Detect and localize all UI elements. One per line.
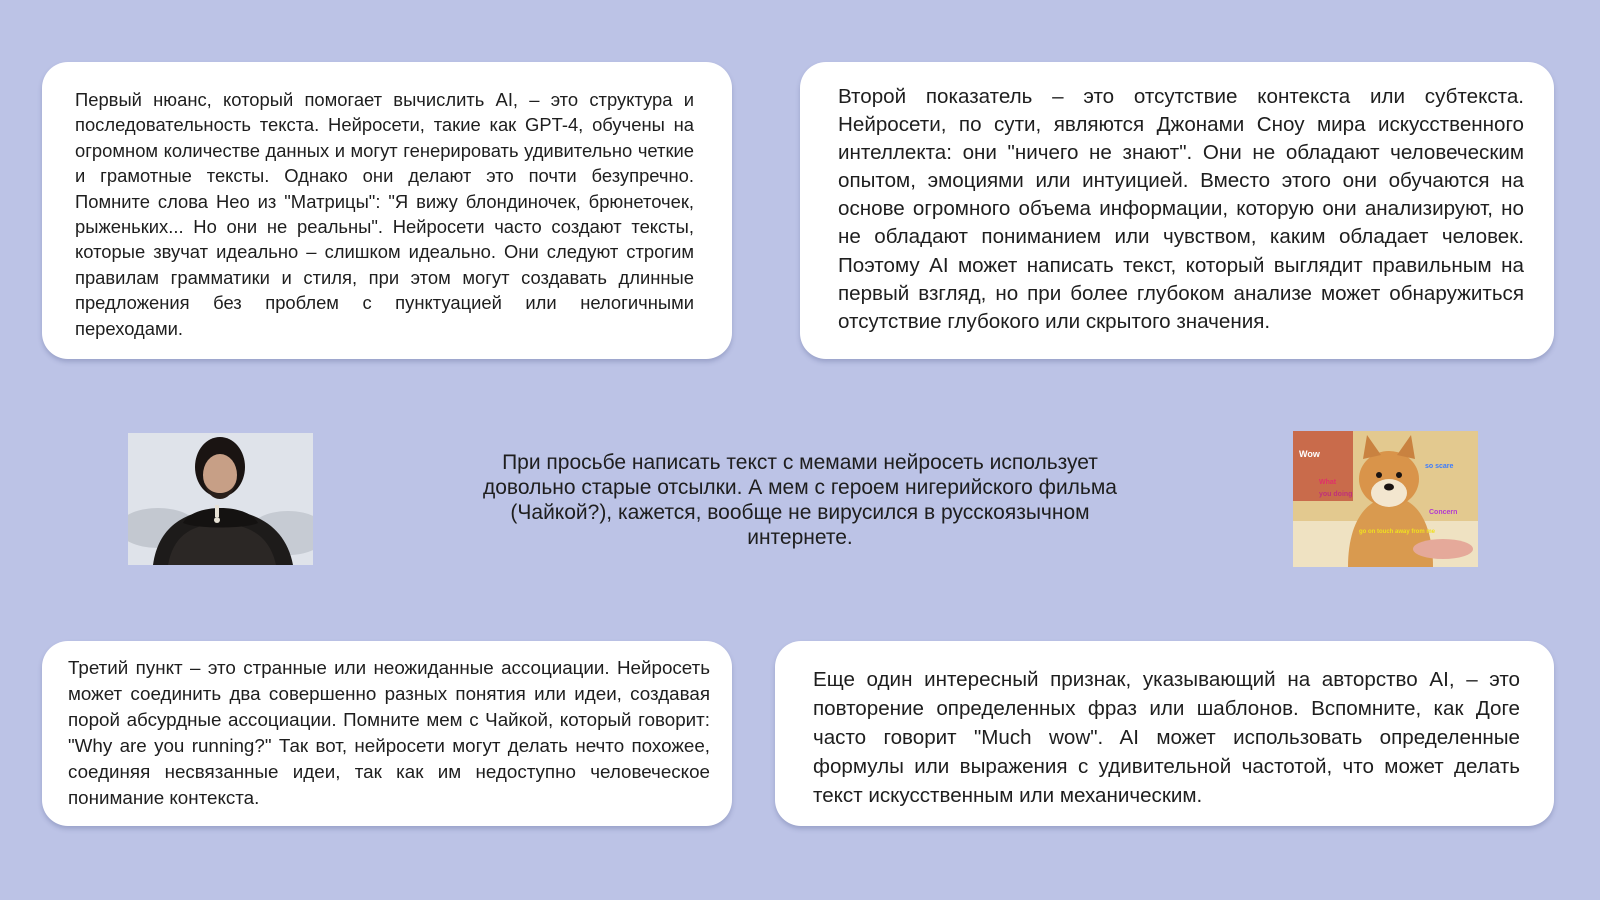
jon-snow-image xyxy=(128,433,313,565)
card-text: Третий пункт – это странные или неожиданные ассоциации. Нейросеть может соединить два совершенно разных понятия или идеи, создавая порой абсурдные ассоциации. Помните мем с Чайкой, который говорит: "Why are you running?" Так вот, нейросети могут делать нечто похожее, соединяя несвязанные идеи, так как им недоступно человеческое понимание контекста. xyxy=(68,657,710,808)
doge-meme-image xyxy=(1293,431,1478,567)
doge-word: What xyxy=(1319,479,1337,486)
card-text: Второй показатель – это отсутствие контекста или субтекста. Нейросети, по сути, являются Джонами Сноу мира искусственного интеллекта: они "ничего не знают". Они не обладают человеческим опытом, эмоциями или интуицией. Вместо этого они обучаются на основе огромного объема информации, которую они анализируют, но не обладают пониманием или чувством, каким обладает человек. Поэтому AI может написать текст, который выглядит правильным на первый взгляд, но при более глубоком анализе может обнаружиться отсутствие глубокого или скрытого значения. xyxy=(838,85,1524,333)
doge-word: go on touch away from me xyxy=(1359,529,1436,535)
card-text: Еще один интересный признак, указывающий на авторство AI, – это повторение определенных фраз или шаблонов. Вспомните, как Доге часто говорит "Much wow". AI может использовать определенные формулы или выражения с удивительной частотой, что может делать текст искусственным или механическим. xyxy=(813,668,1520,807)
meme-caption: При просьбе написать текст с мемами нейросеть использует довольно старые отсылки. А мем с героем нигерийского фильма (Чайкой?), кажется, вообще не вирусился в русскоязычном интернете. xyxy=(483,451,1117,549)
doge-word: you doing xyxy=(1319,491,1353,498)
doge-illustration xyxy=(1293,431,1478,567)
text-card-associations xyxy=(42,641,732,826)
jon-snow-illustration xyxy=(128,433,313,565)
doge-word: Wow xyxy=(1299,449,1320,459)
doge-word: Concern xyxy=(1429,509,1458,516)
text-card-context xyxy=(800,62,1554,359)
doge-word: so scare xyxy=(1425,463,1454,470)
card-text: Первый нюанс, который помогает вычислить AI, – это структура и последовательность текста. Нейросети, такие как GPT-4, обучены на огромном количестве данных и могут генерировать удивительно четкие и грамотные тексты. Однако они делают это почти безупречно. Помните слова Нео из "Матрицы": "Я вижу блондиночек, брюнеточек, рыженьких... Но они не реальны". Нейросети часто создают тексты, которые звучат идеально – слишком идеально. Они следуют строгим правилам грамматики и стиля, при этом могут создавать длинные предложения без проблем с пунктуацией или нелогичными переходами. xyxy=(75,89,694,339)
text-card-repetition xyxy=(775,641,1554,826)
text-card-structure xyxy=(42,62,732,359)
